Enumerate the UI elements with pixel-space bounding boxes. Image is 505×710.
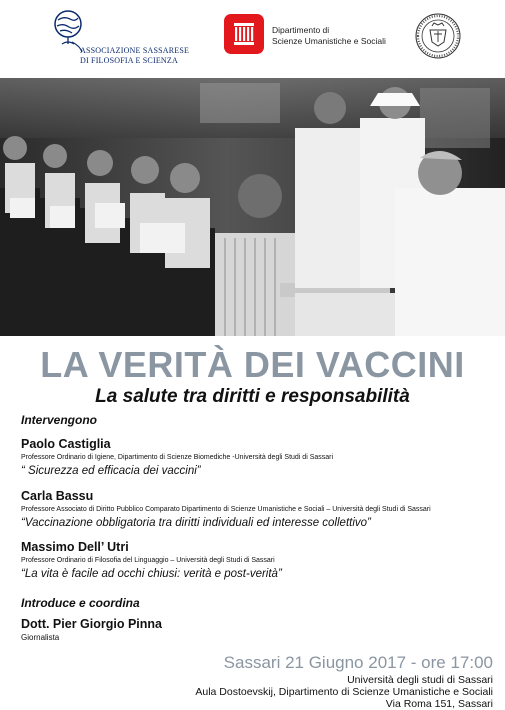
association-name	[80, 46, 189, 66]
coordinator-name: Dott. Pier Giorgio Pinna	[21, 617, 162, 631]
speaker-3-talk: “La vita è facile ad occhi chiusi: verità e post-verità”	[21, 568, 282, 580]
speaker-1-role: Professore Ordinario di Igiene, Dipartimento di Scienze Biomediche -Università degli Studi di Sassari	[21, 454, 334, 461]
department-name-line-1: Dipartimento di	[272, 25, 330, 35]
department-name	[272, 25, 386, 47]
intervengono-label: Intervengono	[21, 413, 98, 427]
association-logo	[50, 8, 210, 68]
association-name-line-2: DI FILOSOFIA E SCIENZA	[80, 56, 178, 65]
coordination-label: Introduce e coordina	[21, 596, 140, 610]
event-subtitle: La salute tra diritti e responsabilità	[95, 386, 410, 407]
university-seal-icon	[414, 12, 462, 60]
venue-address: Via Roma 151, Sassari	[385, 698, 493, 710]
department-logo	[224, 14, 394, 60]
coordinator-role: Giornalista	[21, 633, 60, 642]
speaker-1-talk: “ Sicurezza ed efficacia dei vaccini”	[21, 465, 201, 477]
speaker-3-role: Professore Ordinario di Filosofia del Linguaggio – Università degli Studi di Sassari	[21, 557, 275, 564]
university-seal	[414, 12, 462, 60]
association-name-line-1: ASSOCIAZIONE SASSARESE	[80, 46, 190, 55]
venue-room: Aula Dostoevskij, Dipartimento di Scienze Umanistiche e Sociali	[195, 686, 493, 698]
event-date-time: Sassari 21 Giugno 2017 - ore 17:00	[223, 653, 493, 672]
speaker-2-name: Carla Bassu	[21, 489, 94, 503]
speaker-2-role: Professore Associato di Diritto Pubblico Comparato Dipartimento di Scienze Umanistiche e Sociali – Università degli Studi di Sassari	[21, 506, 431, 513]
department-name-line-2: Scienze Umanistiche e Sociali	[272, 36, 386, 46]
vaccination-photo	[0, 78, 505, 336]
speaker-1-name: Paolo Castiglia	[21, 437, 111, 451]
department-emblem-icon	[224, 14, 264, 54]
event-title: LA VERITÀ DEI VACCINI	[40, 344, 465, 385]
speaker-3-name: Massimo Dell’ Utri	[21, 540, 129, 554]
venue-university: Università degli studi di Sassari	[347, 674, 493, 686]
speaker-2-talk: “Vaccinazione obbligatoria tra diritti individuali ed interesse collettivo”	[21, 517, 371, 529]
